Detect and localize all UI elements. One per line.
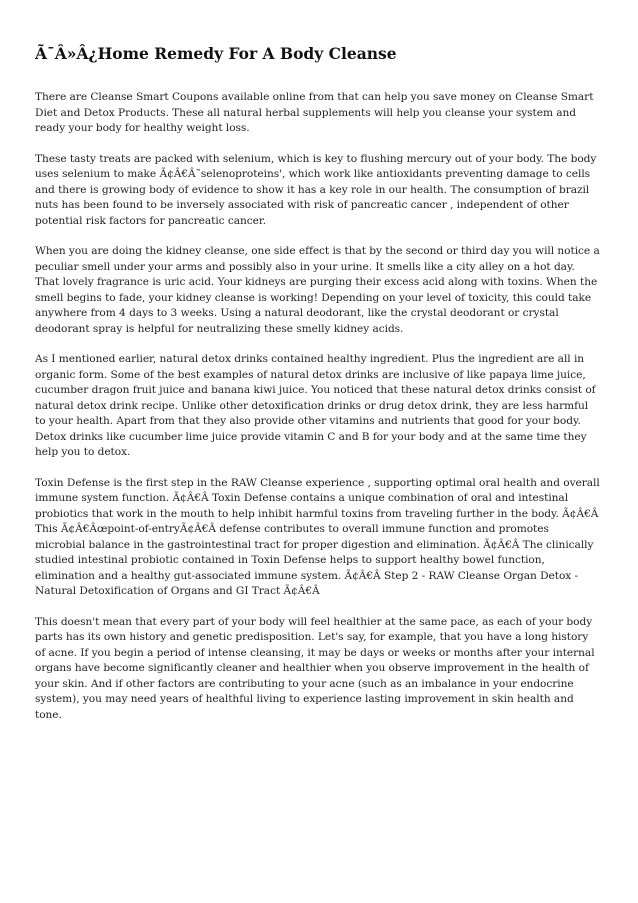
document-title: Ã¯Â»Â¿Home Remedy For A Body Cleanse [35, 44, 397, 63]
document-page [35, 44, 601, 738]
paragraph-6: This doesn't mean that every part of your body will feel healthier at the same pace, as each of your body parts has its own history and genetic predisposition. Let's say, for example, that you have a long history of acne. If you begin a period of intense cleansing, it may be days or weeks or months after your internal organs have become significantly cleaner and healthier when you observe improvement in the health of your skin. And if other factors are contributing to your acne (such as an imbalance in your endocrine system), you may need years of healthful living to experience lasting improvement in skin health and tone. [35, 615, 595, 721]
paragraph-4: As I mentioned earlier, natural detox drinks contained healthy ingredient. Plus the ingredient are all in organic form. Some of the best examples of natural detox drinks are inclusive of like papaya lime juice, cucumber dragon fruit juice and banana kiwi juice. You noticed that these natural detox drinks consist of natural detox drink recipe. Unlike other detoxification drinks or drug detox drink, they are less harmful to your health. Apart from that they also provide other vitamins and nutrients that good for your body. Detox drinks like cucumber lime juice provide vitamin C and B for your body and at the same time they help you to detox. [35, 353, 596, 458]
paragraph-5: Toxin Defense is the first step in the RAW Cleanse experience , supporting optimal oral health and overall immune system function. Ã¢Â€Â Toxin Defense contains a unique combination of oral and intestinal probiotics that work in the mouth to help inhibit harmful toxins from traveling further in the body. Ã¢Â€Â This Ã¢Â€Âœpoint-of-entryÃ¢Â€Â defense contributes to overall immune function and promotes microbial balance in the gastrointestinal tract for proper digestion and elimination. Ã¢Â€Â The clinically studied intestinal probiotic contained in Toxin Defense helps to support healthy bowel function, elimination and a healthy gut-associated immune system. Ã¢Â€Â Step 2 - RAW Cleanse Organ Detox - Natural Detoxification of Organs and GI Tract Ã¢Â€Â [35, 476, 600, 597]
paragraph-1: There are Cleanse Smart Coupons available online from that can help you save money on Cleanse Smart Diet and Detox Products. These all natural herbal supplements will help you cleanse your system and ready your body for healthy weight loss. [35, 91, 594, 134]
paragraph-3: When you are doing the kidney cleanse, one side effect is that by the second or third day you will notice a peculiar smell under your arms and possibly also in your urine. It smells like a city alley on a hot day. That lovely fragrance is uric acid. Your kidneys are purging their excess acid along with toxins. When the smell begins to fade, your kidney cleanse is working! Depending on your level of toxicity, this could take anywhere from 4 days to 3 weeks. Using a natural deodorant, like the crystal deodorant or crystal deodorant spray is helpful for neutralizing these smelly kidney acids. [35, 245, 600, 335]
paragraph-2: These tasty treats are packed with selenium, which is key to flushing mercury out of your body. The body uses selenium to make Ã¢Â€Â˜selenoproteins', which work like antioxidants preventing damage to cells and there is growing body of evidence to show it has a key role in our health. The consumption of brazil nuts has been found to be inversely associated with risk of pancreatic cancer , independent of other potential risk factors for pancreatic cancer. [35, 152, 597, 227]
